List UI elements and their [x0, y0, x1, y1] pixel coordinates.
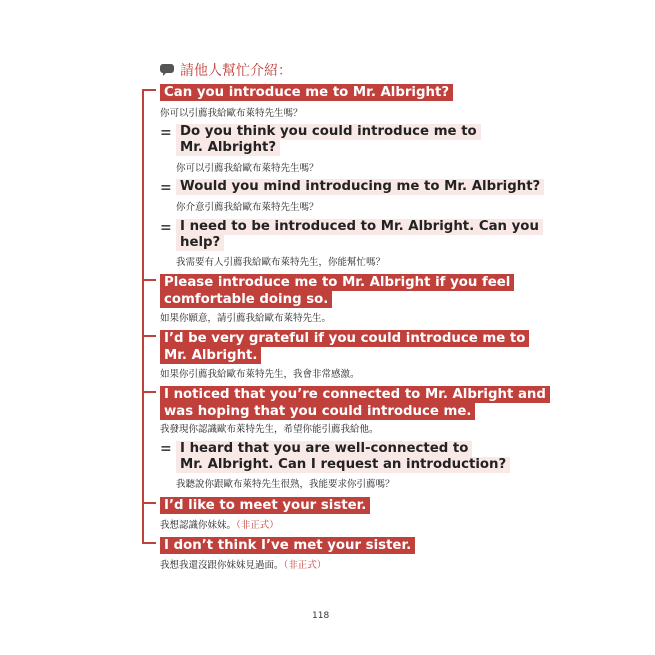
informal-note: （非正式）: [283, 560, 327, 571]
section-title: [160, 60, 292, 80]
phrase-translation: 你介意引薦我給歐布萊特先生嗎？: [176, 202, 319, 213]
informal-note: （非正式）: [236, 520, 279, 531]
bracket-tick: [142, 542, 156, 544]
page-number: 118: [312, 611, 330, 621]
bracket-tick: [142, 89, 156, 91]
bracket-tick: [142, 279, 156, 281]
equals-sign: =: [160, 180, 172, 196]
phrase-main: I don’t think I’ve met your sister.: [160, 537, 415, 554]
phrase-main: I’d be very grateful if you could introduce me to Mr. Albright.: [160, 330, 529, 364]
bracket-line: [142, 89, 144, 544]
speech-bubble-icon: [160, 64, 176, 76]
phrase-main: I’d like to meet your sister.: [160, 497, 370, 514]
phrase-translation: 我想我還沒跟你妹妹見過面。（非正式）: [160, 560, 327, 571]
bracket-tick: [142, 502, 156, 504]
equals-sign: =: [160, 441, 172, 457]
phrase-translation: 你可以引薦我給歐布萊特先生嗎？: [160, 108, 303, 119]
phrase-equivalent: I heard that you are well-connected to Mr. Albright. Can I request an introduction?: [176, 441, 510, 473]
phrase-translation: 如果你願意，請引薦我給歐布萊特先生。: [160, 313, 332, 324]
equals-sign: =: [160, 125, 172, 141]
section-title-text: 請他人幫忙介紹：: [180, 63, 292, 79]
phrase-translation: 你可以引薦我給歐布萊特先生嗎？: [176, 163, 319, 174]
phrase-equivalent: Do you think you could introduce me to Mr. Albright?: [176, 124, 481, 156]
phrase-main: Can you introduce me to Mr. Albright?: [160, 84, 453, 101]
phrase-translation: 我發現你認識歐布萊特先生，希望你能引薦我給他。: [160, 424, 379, 435]
phrase-translation: 如果你引薦我給歐布萊特先生，我會非常感激。: [160, 369, 360, 380]
phrase-main: Please introduce me to Mr. Albright if you feel comfortable doing so.: [160, 274, 514, 308]
phrase-equivalent: Would you mind introducing me to Mr. Albright?: [176, 179, 544, 195]
bracket-tick: [142, 391, 156, 393]
bracket-tick: [142, 335, 156, 337]
phrase-main: I noticed that you’re connected to Mr. Albright and was hoping that you could introduce me.: [160, 386, 550, 420]
phrase-translation: 我聽說你跟歐布萊特先生很熟，我能要求你引薦嗎？: [176, 479, 395, 490]
phrase-translation: 我需要有人引薦我給歐布萊特先生，你能幫忙嗎？: [176, 257, 386, 268]
equals-sign: =: [160, 220, 172, 236]
phrase-translation: 我想認識你妹妹。（非正式）: [160, 520, 279, 531]
phrase-equivalent: I need to be introduced to Mr. Albright. Can you help?: [176, 219, 543, 251]
